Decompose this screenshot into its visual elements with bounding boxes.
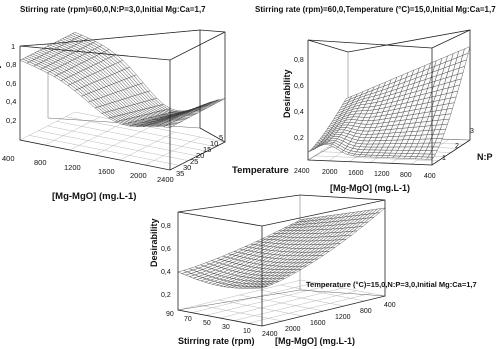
chart-3-y-label: Stirring rate (rpm) [178,336,255,346]
chart-3-x-label: [Mg-MgO] (mg.L-1) [275,336,355,346]
chart-3-z-tick: 0,4 [161,269,171,276]
chart-2-x-tick: 1200 [374,171,390,178]
chart-1-z-tick: 0,4 [6,97,17,106]
chart-2-y-tick: 3 [470,128,474,135]
chart-3 [149,195,477,346]
chart-3-x-tick: 800 [360,308,372,315]
chart-3-x-tick: 1200 [335,314,351,321]
chart-3-title: Temperature (°C)=15,0,N:P=3,0,Initial Mg:Ca=1,7 [306,280,477,289]
chart-1-y-tick: 25 [190,157,199,166]
chart-1-y-tick: 30 [183,163,192,172]
floor-gridline [48,126,198,156]
chart-3-x-tick: 2000 [285,326,301,333]
chart-2-x-tick: 2400 [294,168,310,175]
chart-2-y-ticks [442,128,474,162]
chart-2-x-ticks [294,168,436,180]
chart-1-x-tick: 1200 [64,163,81,172]
chart-1-y-tick: 20 [196,151,205,160]
chart-2-x-label: [Mg-MgO] (mg.L-1) [330,183,410,193]
chart-3-y-tick: 30 [222,324,230,331]
chart-2-z-tick: 0,2 [294,135,304,142]
chart-1-z-tick: 0,8 [6,60,17,69]
chart-2-z-tick: 0,6 [294,83,304,90]
floor-gridline [220,288,343,318]
chart-3-z-ticks [161,223,171,299]
chart-3-y-tick: 90 [166,311,174,318]
chart-1-title: Stirring rate (rpm)=60,0,N:P=3,0,Initial Mg:Ca=1,7 [20,5,206,14]
chart-2-z-tick: 0,4 [294,109,304,116]
chart-3-z-tick: 0,8 [161,223,171,230]
chart-3-x-tick: 1600 [310,320,326,327]
floor-gridline [120,132,175,160]
chart-2-y-label: N:P [477,152,493,162]
chart-1-z-tick: 0,6 [6,79,17,88]
chart-1-y-tick: 5 [219,133,224,142]
chart-2-surface [308,47,470,160]
chart-3-y-tick: 70 [184,316,192,323]
chart-2-title: Stirring rate (rpm)=60,0,Temperature (°C)=15,0,Initial Mg:Ca=1,7 [255,5,496,14]
chart-1-x-tick: 2000 [130,171,147,180]
chart-1-z-tick: 0,2 [6,116,17,125]
chart-3-z-tick: 0,2 [161,292,171,299]
chart-2-x-tick: 2000 [322,169,338,176]
chart-3-x-tick: 2400 [262,331,278,338]
chart-1-y-tick: 15 [203,145,212,154]
chart-2-x-tick: 400 [424,173,436,180]
chart-1-z-tick: 1 [11,42,16,51]
chart-1-x-tick: 2400 [157,175,174,184]
chart-1-x-tick: 1600 [98,167,115,176]
chart-3-y-tick: 50 [203,320,211,327]
chart-1-y-tick: 35 [176,169,185,178]
chart-3-z-tick: 0,6 [161,246,171,253]
chart-2-z-label: Desirability [282,69,292,118]
chart-1-y-tick: 10 [210,139,219,148]
chart-1-x-ticks [2,154,174,184]
chart-2-z-ticks [294,57,304,142]
chart-2-x-tick: 800 [400,172,412,179]
chart-1-x-tick: 800 [34,158,47,167]
chart-3-x-tick: 400 [384,302,396,309]
chart-1-x-label: [Mg-MgO] (mg.L-1) [52,191,137,202]
chart-1-z-label [0,63,1,112]
chart-2-y-tick: 2 [455,143,459,150]
chart-2 [255,5,496,193]
chart-1-y-ticks [176,133,223,178]
chart-1-y-label: Temperature [232,165,289,176]
chart-3-z-label: Desirability [149,218,159,267]
chart-3-x-ticks [262,302,396,338]
chart-1-surface [20,32,225,127]
chart-2-y-tick: 1 [442,155,446,162]
chart-1 [0,5,289,202]
chart-1-x-tick: 400 [2,154,15,163]
chart-2-x-tick: 1600 [348,170,364,177]
chart-1-z-ticks [6,42,16,125]
floor-gridline [206,285,329,315]
chart-3-y-tick: 10 [243,328,251,335]
chart-2-z-tick: 0,8 [294,57,304,64]
chart-3-surface [178,208,385,288]
